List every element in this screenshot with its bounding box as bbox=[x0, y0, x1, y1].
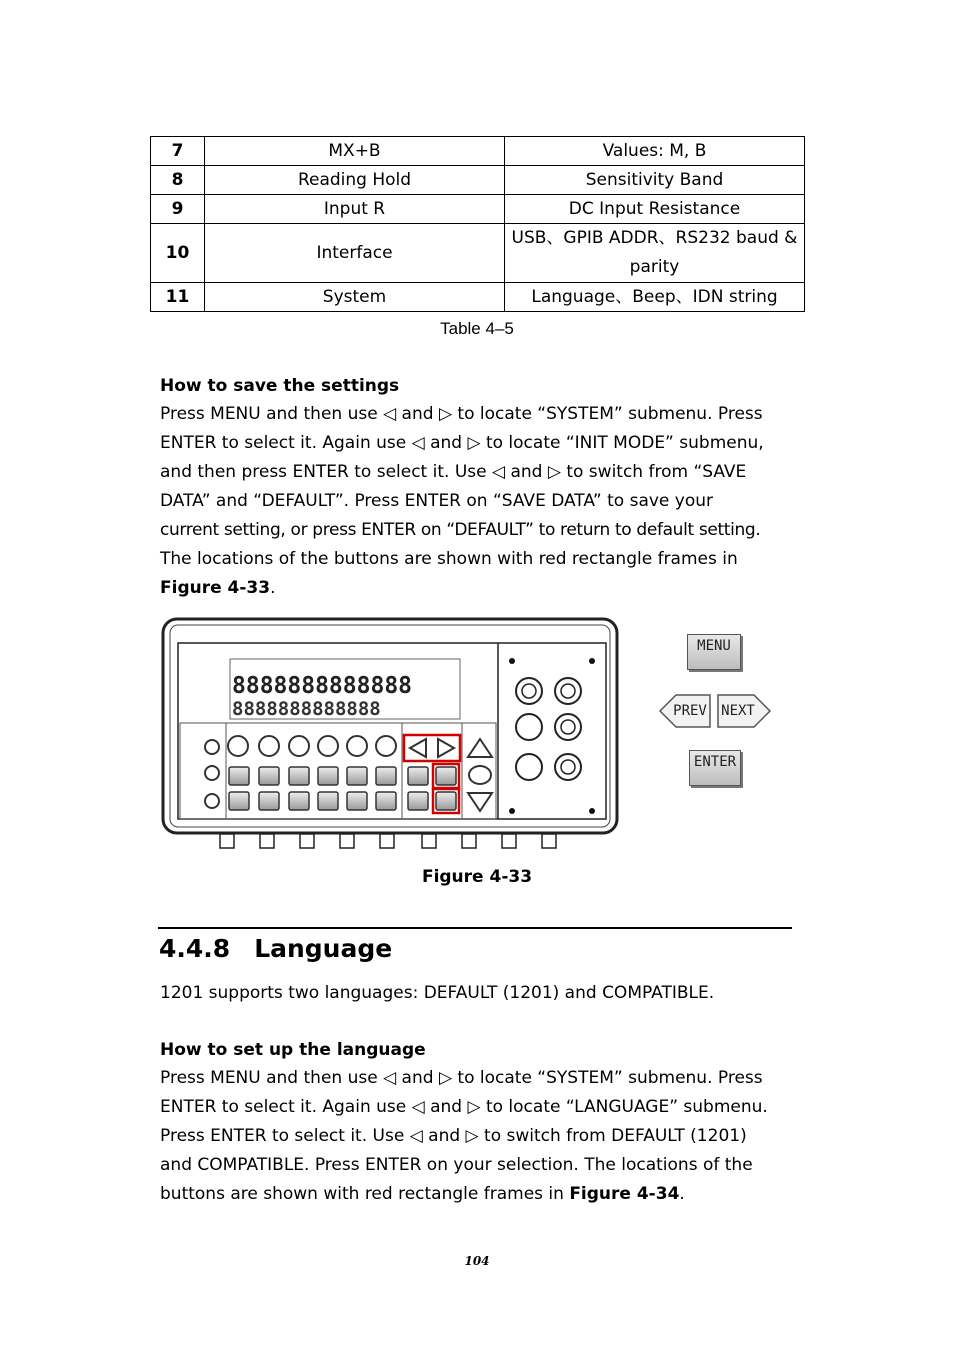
row-number: 11 bbox=[151, 283, 205, 312]
row-description: Values: M, B bbox=[505, 137, 805, 166]
section-title bbox=[159, 934, 392, 963]
settings-table bbox=[150, 136, 805, 312]
next-button: NEXT bbox=[721, 703, 755, 719]
front-panel-figure bbox=[160, 615, 622, 855]
row-description: DC Input Resistance bbox=[505, 195, 805, 224]
text-line: DATA” and “DEFAULT”. Press ENTER on “SAVE DATA” to save your bbox=[160, 491, 714, 511]
text-line: Press MENU and then use ◁ and ▷ to locate “SYSTEM” submenu. Press bbox=[160, 404, 763, 424]
row-name: MX+B bbox=[205, 137, 505, 166]
menu-button: MENU bbox=[687, 634, 741, 670]
section-intro: 1201 supports two languages: DEFAULT (1201) and COMPATIBLE. bbox=[160, 983, 715, 1003]
page-number: 104 bbox=[464, 1254, 490, 1268]
row-name: System bbox=[205, 283, 505, 312]
enter-button: ENTER bbox=[689, 750, 741, 786]
text-line: The locations of the buttons are shown with red rectangle frames in bbox=[160, 549, 738, 569]
figure-caption: Figure 4-33 bbox=[421, 867, 533, 887]
section-name: Language bbox=[254, 934, 393, 963]
row-number: 10 bbox=[151, 224, 205, 283]
row-description bbox=[505, 224, 805, 283]
display-digits-secondary: 8888888888888 bbox=[232, 698, 381, 720]
text-line: and then press ENTER to select it. Use ◁ and ▷ to switch from “SAVE bbox=[160, 462, 747, 482]
table-row bbox=[151, 166, 805, 195]
text-line: Press ENTER to select it. Use ◁ and ▷ to switch from DEFAULT (1201) bbox=[160, 1126, 747, 1146]
section-rule bbox=[158, 927, 792, 929]
row-name: Input R bbox=[205, 195, 505, 224]
table-row bbox=[151, 137, 805, 166]
row-description-line: USB、GPIB ADDR、RS232 baud & bbox=[511, 228, 798, 248]
row-description-line: parity bbox=[629, 257, 680, 277]
row-description: Language、Beep、IDN string bbox=[505, 283, 805, 312]
display-digits: 8888888888888 bbox=[232, 673, 413, 699]
row-number: 7 bbox=[151, 137, 205, 166]
table-caption: Table 4–5 bbox=[440, 319, 514, 338]
row-description: Sensitivity Band bbox=[505, 166, 805, 195]
text-line bbox=[160, 1180, 795, 1209]
figure-reference: Figure 4-34 bbox=[569, 1184, 680, 1204]
section-number: 4.4.8 bbox=[159, 934, 231, 963]
table-row bbox=[151, 195, 805, 224]
save-heading: How to save the settings bbox=[160, 376, 400, 396]
text-line: ENTER to select it. Again use ◁ and ▷ to locate “LANGUAGE” submenu. bbox=[160, 1097, 768, 1117]
row-name: Interface bbox=[205, 224, 505, 283]
table-row bbox=[151, 224, 805, 283]
text-line: current setting, or press ENTER on “DEFAULT” to return to default setting. bbox=[160, 520, 761, 540]
punctuation: . bbox=[270, 578, 276, 598]
language-heading: How to set up the language bbox=[160, 1040, 426, 1060]
text-line: Press MENU and then use ◁ and ▷ to locate “SYSTEM” submenu. Press bbox=[160, 1068, 763, 1088]
table-row bbox=[151, 283, 805, 312]
row-number: 9 bbox=[151, 195, 205, 224]
text-line: ENTER to select it. Again use ◁ and ▷ to locate “INIT MODE” submenu, bbox=[160, 433, 764, 453]
punctuation: . bbox=[679, 1184, 685, 1204]
text-line bbox=[160, 574, 795, 603]
save-paragraph bbox=[160, 400, 795, 603]
row-name: Reading Hold bbox=[205, 166, 505, 195]
prev-button: PREV bbox=[673, 703, 707, 719]
text-line: and COMPATIBLE. Press ENTER on your selection. The locations of the bbox=[160, 1155, 753, 1175]
language-paragraph bbox=[160, 1064, 795, 1209]
row-number: 8 bbox=[151, 166, 205, 195]
text-span: buttons are shown with red rectangle frames in bbox=[160, 1184, 570, 1204]
figure-reference: Figure 4-33 bbox=[160, 578, 271, 598]
